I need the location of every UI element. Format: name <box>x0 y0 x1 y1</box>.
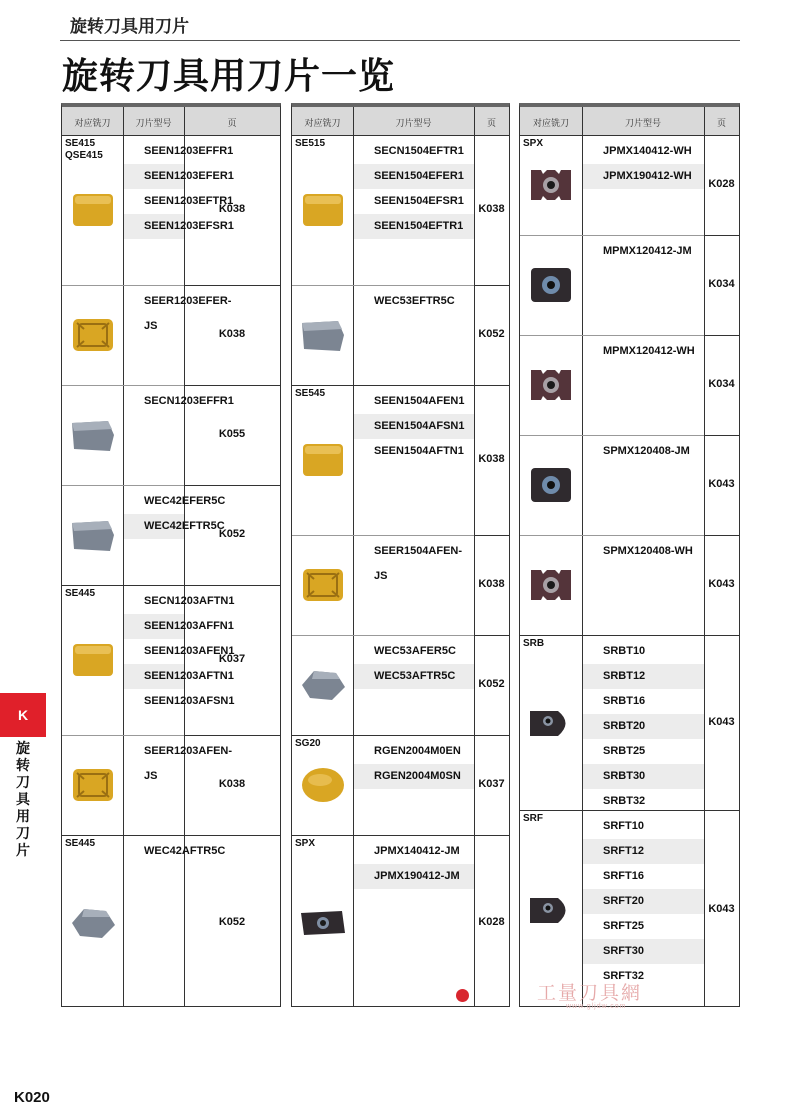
row-divider <box>62 735 184 736</box>
gray-wiper-insert-icon <box>68 515 118 560</box>
insert-table-3 <box>519 103 740 1007</box>
insert-model[interactable]: SRFT30 <box>583 939 704 964</box>
header-rule <box>60 40 740 41</box>
col-header-page: 页 <box>486 118 496 128</box>
insert-model[interactable]: JPMX140412-WH <box>603 145 692 157</box>
column-divider <box>704 107 705 1006</box>
insert-model[interactable]: SEEN1203AFSN1 <box>144 695 235 707</box>
row-divider <box>520 235 704 236</box>
group-divider <box>292 835 509 836</box>
row-divider <box>292 535 474 536</box>
cutter-label: SPX <box>295 838 316 849</box>
insert-model[interactable]: JPMX140412-JM <box>374 845 460 857</box>
group-divider <box>62 835 280 836</box>
row-divider <box>62 385 184 386</box>
insert-table-2 <box>291 103 510 1007</box>
side-tab-k[interactable]: K <box>0 693 46 737</box>
gray-wiper-insert-icon <box>298 315 348 360</box>
dark-square-insert-icon <box>526 265 576 310</box>
insert-model[interactable]: SECN1203AFTN1 <box>144 595 235 607</box>
insert-model[interactable]: SEEN1203AFTN1 <box>124 664 184 689</box>
gold-chipbreaker-insert-icon <box>68 765 118 810</box>
column-divider <box>474 107 475 1006</box>
insert-model[interactable]: SEER1504AFEN-JS <box>374 545 463 582</box>
insert-model[interactable]: SRFT25 <box>603 920 644 932</box>
page-divider <box>704 435 739 436</box>
page-ref[interactable]: K038 <box>478 453 505 465</box>
insert-model[interactable]: SRBT12 <box>583 664 704 689</box>
col-header-model: 刀片型号 <box>135 118 172 128</box>
page-divider <box>704 335 739 336</box>
row-divider <box>62 285 184 286</box>
cutter-label: SE445 <box>65 588 96 599</box>
cutter-label: SE545 <box>295 388 326 399</box>
dark-notched-insert-icon <box>526 165 576 210</box>
page-ref[interactable]: K043 <box>708 478 735 490</box>
insert-model[interactable]: SEER1203AFEN-JS <box>144 745 233 782</box>
group-divider <box>520 635 739 636</box>
page-divider <box>184 485 280 486</box>
row-divider <box>292 635 474 636</box>
insert-model[interactable]: SEEN1504EFER1 <box>354 164 474 189</box>
dark-ball-insert-icon <box>526 890 576 935</box>
cutter-label: SG20 <box>295 738 321 749</box>
insert-model[interactable]: SEER1203EFER-JS <box>144 295 232 332</box>
page-divider <box>474 635 509 636</box>
page-ref[interactable]: K038 <box>218 328 246 340</box>
page-divider <box>704 235 739 236</box>
insert-model[interactable]: SPMX120408-WH <box>603 545 693 557</box>
row-divider <box>62 485 184 486</box>
dark-ball-insert-icon <box>526 703 576 748</box>
insert-model[interactable]: SECN1504EFTR1 <box>374 145 464 157</box>
page-title: 旋转刀具用刀片一览 <box>62 55 396 96</box>
insert-model[interactable]: WEC42EFER5C <box>144 495 226 507</box>
page-ref[interactable]: K034 <box>708 278 735 290</box>
insert-model[interactable]: SEEN1504AFSN1 <box>354 414 474 439</box>
insert-model[interactable]: SEEN1203EFER1 <box>124 164 184 189</box>
cutter-label: SPX <box>523 138 544 149</box>
insert-model[interactable]: SRBT30 <box>583 764 704 789</box>
row-divider <box>520 335 704 336</box>
cutter-label: SRF <box>523 813 543 824</box>
insert-model[interactable]: SRFT10 <box>603 820 644 832</box>
page-ref[interactable]: K055 <box>218 428 246 440</box>
insert-model[interactable]: WEC53EFTR5C <box>374 295 455 307</box>
gray-hex-insert-icon <box>298 665 348 710</box>
insert-table-1 <box>61 103 281 1007</box>
insert-model[interactable]: SRFT16 <box>603 870 644 882</box>
cutter-label: SRB <box>523 638 545 649</box>
page-ref[interactable]: K037 <box>218 653 246 665</box>
row-divider <box>520 435 704 436</box>
insert-model[interactable]: MPMX120412-JM <box>603 245 692 257</box>
insert-model[interactable]: JPMX190412-JM <box>354 864 474 889</box>
insert-model[interactable]: SEEN1203AFEN1 <box>144 645 235 657</box>
insert-model[interactable]: SRFT32 <box>603 970 644 982</box>
page-ref[interactable]: K028 <box>478 915 505 928</box>
group-divider <box>62 585 280 586</box>
page-ref[interactable]: K043 <box>708 578 735 590</box>
insert-model[interactable]: SEEN1504AFTN1 <box>374 445 464 457</box>
brand-logo-icon <box>456 989 469 1002</box>
gold-square-insert-icon <box>298 190 348 235</box>
page-ref[interactable]: K038 <box>478 578 505 590</box>
gold-round-insert-icon <box>298 765 348 810</box>
page-ref[interactable]: K038 <box>218 203 246 215</box>
watermark-url: www.gljdw.com <box>566 1003 627 1010</box>
insert-model[interactable]: SEEN1203AFFN1 <box>124 614 184 639</box>
page-divider <box>704 535 739 536</box>
insert-model[interactable]: MPMX120412-WH <box>603 345 695 357</box>
page-ref[interactable]: K038 <box>478 203 505 215</box>
col-header-cutter: 对应铣刀 <box>304 118 341 128</box>
insert-model[interactable]: SEEN1504EFTR1 <box>354 214 474 239</box>
page-divider <box>184 735 280 736</box>
gold-square-insert-icon <box>68 190 118 235</box>
insert-model[interactable]: SEEN1504AFEN1 <box>374 395 465 407</box>
col-header-page: 页 <box>716 118 726 128</box>
page-divider <box>474 535 509 536</box>
col-header-model: 刀片型号 <box>395 118 432 128</box>
page-ref[interactable]: K052 <box>478 328 505 340</box>
insert-model[interactable]: SRBT10 <box>603 645 646 657</box>
page-ref[interactable]: K034 <box>708 378 735 390</box>
insert-model[interactable]: WEC53AFTR5C <box>354 664 474 689</box>
col-header-cutter: 对应铣刀 <box>532 118 569 128</box>
insert-model[interactable]: SRBT20 <box>583 714 704 739</box>
insert-model[interactable]: SRBT25 <box>603 745 646 757</box>
page-ref[interactable]: K052 <box>218 915 246 928</box>
dark-square-insert-icon <box>526 465 576 510</box>
gold-square-insert-icon <box>298 440 348 485</box>
insert-model[interactable]: SRBT16 <box>603 695 646 707</box>
column-divider <box>184 107 185 1006</box>
page-divider <box>474 285 509 286</box>
dark-notched-insert-icon <box>526 365 576 410</box>
column-divider <box>123 107 124 1006</box>
page-ref[interactable]: K038 <box>218 778 246 790</box>
table-header <box>62 107 280 136</box>
group-divider <box>292 385 509 386</box>
insert-model[interactable]: SRBT32 <box>603 795 646 807</box>
insert-model[interactable]: RGEN2004M0EN <box>374 745 461 757</box>
watermark-text: 工量刀具網 <box>537 983 643 1004</box>
side-tab-label: 旋转刀具用刀片 <box>16 740 30 858</box>
insert-model[interactable]: SEEN1203EFFR1 <box>144 145 234 157</box>
gray-hex-insert-icon <box>68 903 118 948</box>
col-header-model: 刀片型号 <box>624 118 661 128</box>
cutter-label: SE445 <box>65 838 96 849</box>
footer-page-number: K020 <box>14 1089 50 1106</box>
page-ref[interactable]: K028 <box>708 178 735 190</box>
insert-model[interactable]: WEC42EFTR5C <box>124 514 184 539</box>
page-ref[interactable]: K037 <box>478 778 505 790</box>
cutter-label: SE515 <box>295 138 326 149</box>
gray-wiper-insert-icon <box>68 415 118 460</box>
section-title: 旋转刀具用刀片 <box>70 17 189 36</box>
row-divider <box>292 285 474 286</box>
insert-model[interactable]: SPMX120408-JM <box>603 445 690 457</box>
insert-model[interactable]: SRFT20 <box>583 889 704 914</box>
insert-model[interactable]: SECN1203EFFR1 <box>144 395 234 407</box>
dark-rhombic-insert-icon <box>298 903 348 948</box>
col-header-page: 页 <box>227 118 237 128</box>
cutter-label: SE415 QSE415 <box>65 138 103 161</box>
page-ref[interactable]: K052 <box>218 528 246 540</box>
insert-model[interactable]: WEC42AFTR5C <box>144 845 226 857</box>
table-header <box>520 107 739 136</box>
page-divider <box>184 285 280 286</box>
page-ref[interactable]: K052 <box>478 678 505 690</box>
page-divider <box>184 385 280 386</box>
insert-model[interactable]: SEEN1203EFSR1 <box>124 214 184 239</box>
row-divider <box>520 535 704 536</box>
gold-square-insert-icon <box>68 640 118 685</box>
insert-model[interactable]: SEEN1504EFSR1 <box>374 195 464 207</box>
col-header-cutter: 对应铣刀 <box>74 118 111 128</box>
insert-model[interactable]: SRFT12 <box>583 839 704 864</box>
insert-model[interactable]: JPMX190412-WH <box>583 164 704 189</box>
page-ref[interactable]: K043 <box>708 715 735 728</box>
gold-chipbreaker-insert-icon <box>298 565 348 610</box>
insert-model[interactable]: WEC53AFER5C <box>374 645 456 657</box>
insert-model[interactable]: SEEN1203EFTR1 <box>144 195 234 207</box>
page-ref[interactable]: K043 <box>708 903 735 915</box>
dark-notched-insert-icon <box>526 565 576 610</box>
table-header <box>292 107 509 136</box>
insert-model[interactable]: RGEN2004M0SN <box>354 764 474 789</box>
group-divider <box>292 735 509 736</box>
group-divider <box>520 810 739 811</box>
gold-chipbreaker-insert-icon <box>68 315 118 360</box>
